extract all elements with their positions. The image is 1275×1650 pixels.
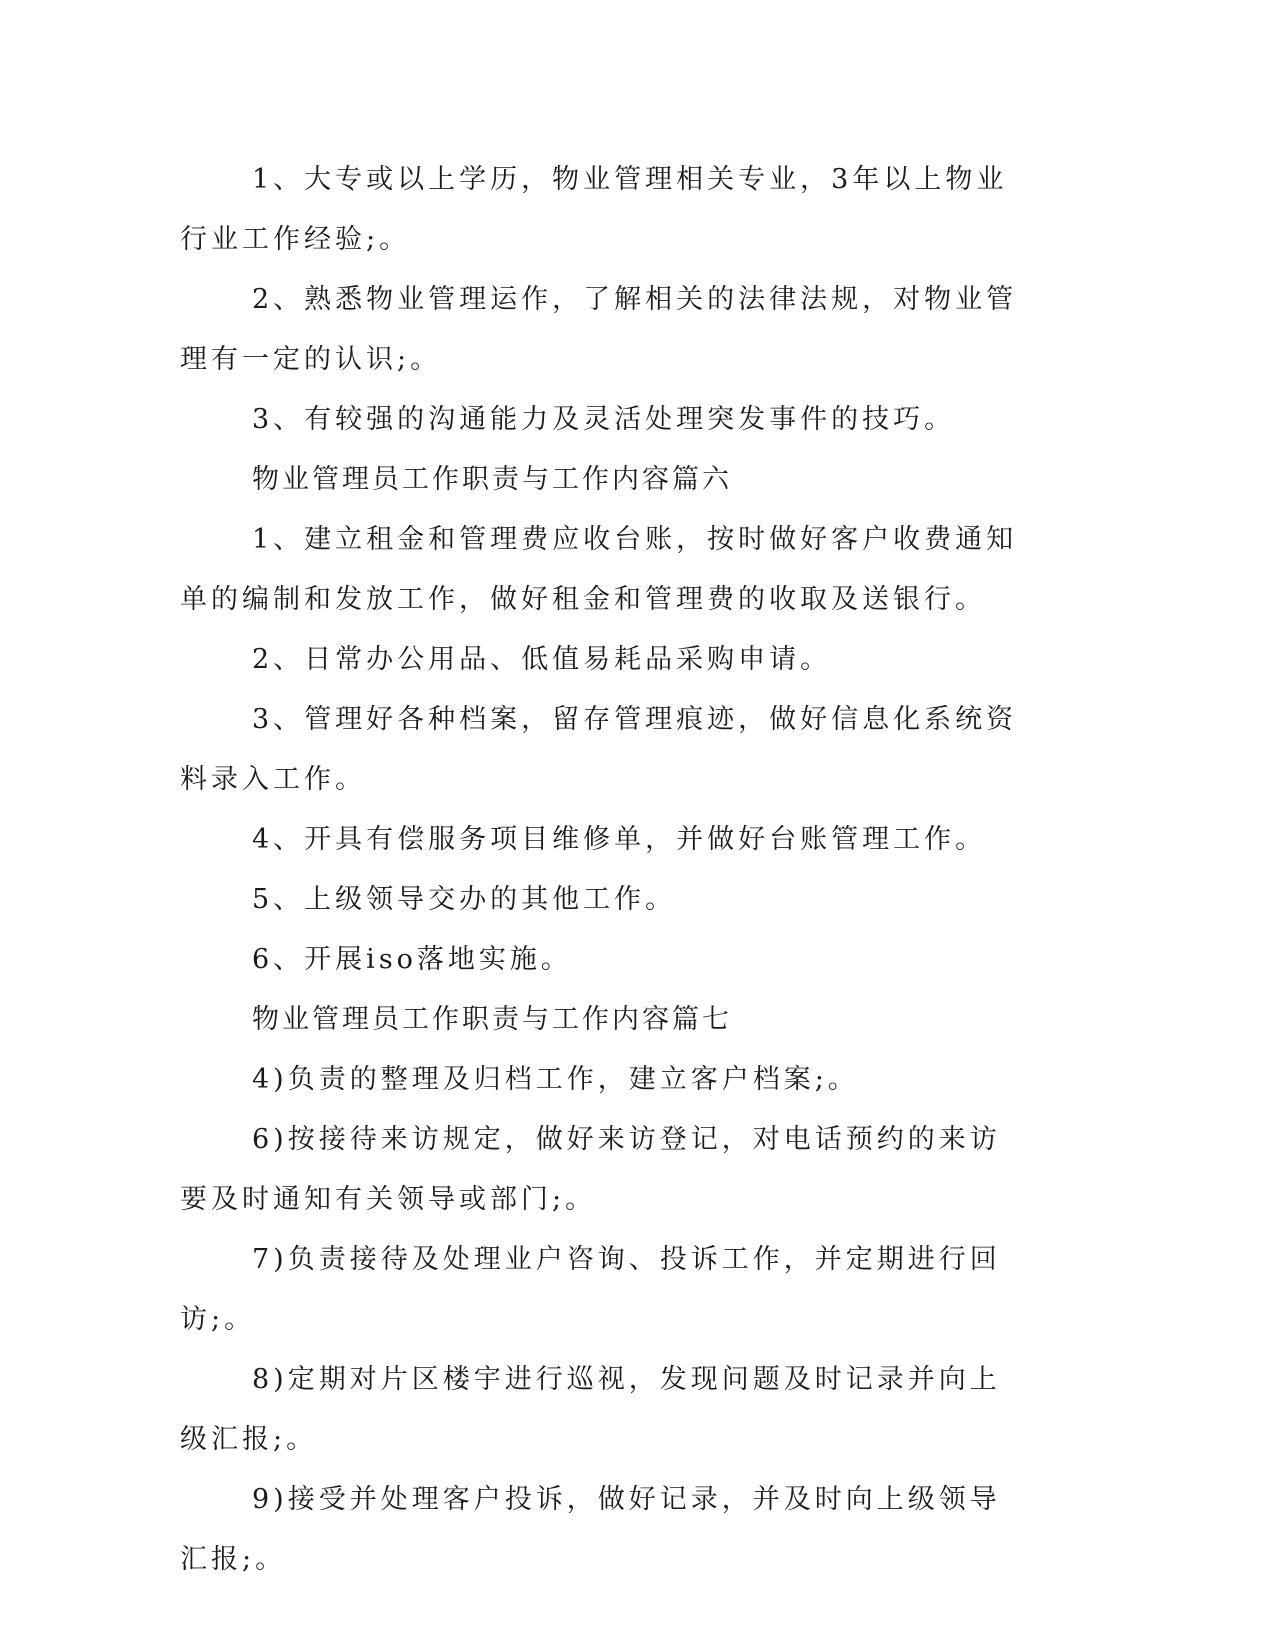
- list-item: 6、开展iso落地实施。: [252, 944, 572, 975]
- list-item: 4、开具有偿服务项目维修单，并做好台账管理工作。: [252, 824, 987, 855]
- list-item: 2、日常办公用品、低值易耗品采购申请。: [252, 644, 832, 675]
- list-item: 7)负责接待及处理业户咨询、投诉工作，并定期进行回访;。: [180, 1244, 1001, 1335]
- list-item: 9)接受并处理客户投诉，做好记录，并及时向上级领导汇报;。: [180, 1484, 1001, 1575]
- section-heading: 物业管理员工作职责与工作内容篇七: [252, 1004, 732, 1035]
- list-item: 8)定期对片区楼宇进行巡视，发现问题及时记录并向上级汇报;。: [180, 1364, 1001, 1455]
- document-body: [180, 150, 1030, 1590]
- list-item: 5、上级领导交办的其他工作。: [252, 884, 677, 915]
- section-heading: 物业管理员工作职责与工作内容篇六: [252, 464, 732, 495]
- list-item: 2、熟悉物业管理运作，了解相关的法律法规，对物业管理有一定的认识;。: [180, 284, 1018, 375]
- list-item: 6)按接待来访规定，做好来访登记，对电话预约的来访要及时通知有关领导或部门;。: [180, 1124, 1001, 1215]
- list-item: 3、管理好各种档案，留存管理痕迹，做好信息化系统资料录入工作。: [180, 704, 1018, 795]
- list-item: 1、大专或以上学历，物业管理相关专业，3年以上物业行业工作经验;。: [180, 164, 1008, 255]
- list-item: 1、建立租金和管理费应收台账，按时做好客户收费通知单的编制和发放工作，做好租金和管理费的收取及送银行。: [180, 524, 1018, 615]
- list-item: 3、有较强的沟通能力及灵活处理突发事件的技巧。: [252, 404, 956, 435]
- list-item: 4)负责的整理及归档工作，建立客户档案;。: [252, 1064, 859, 1095]
